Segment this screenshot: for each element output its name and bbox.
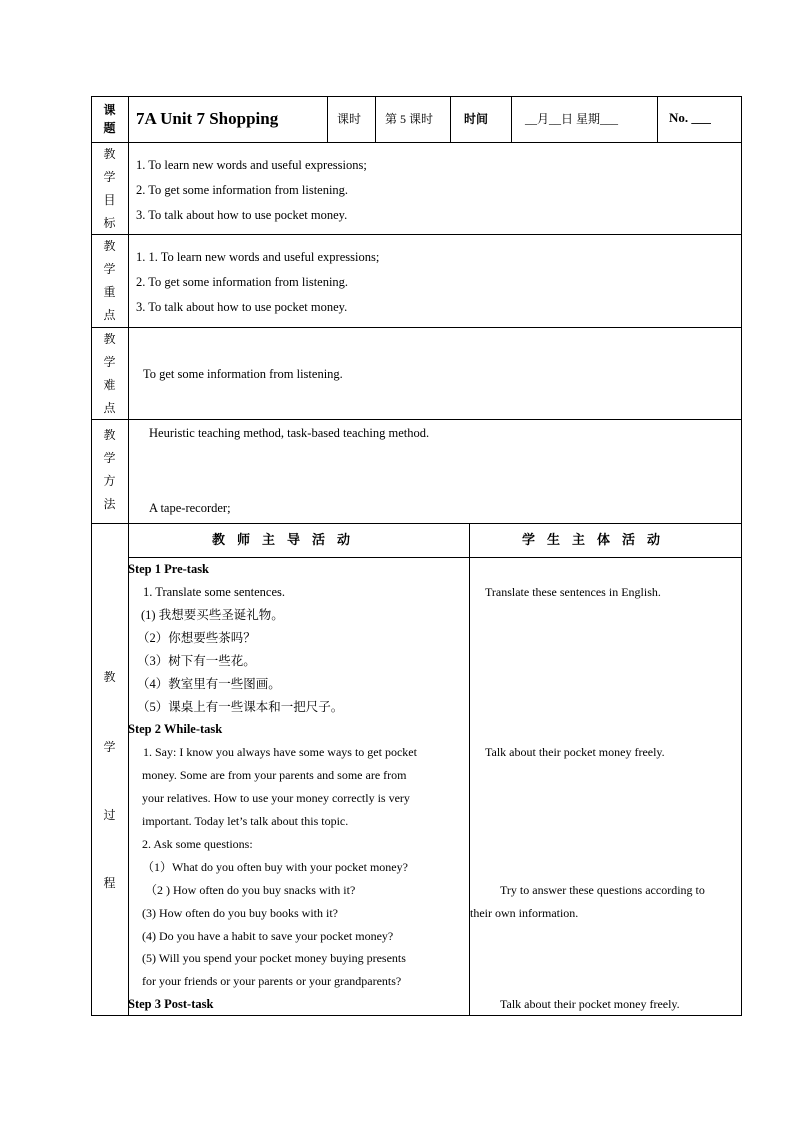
- key-point-line-3: 3. To talk about how to use pocket money.: [136, 300, 348, 314]
- student-line: Talk about their pocket money freely.: [485, 745, 665, 759]
- student-line: Try to answer these questions according to: [500, 883, 705, 897]
- header-divider: [327, 96, 328, 143]
- step-heading: Step 1 Pre-task: [128, 562, 210, 576]
- label-char: 教: [103, 239, 116, 253]
- teacher-line: 2. Ask some questions:: [142, 837, 253, 851]
- objectives-label: [91, 146, 128, 238]
- teacher-line: (4) Do you have a habit to save your pocket money?: [142, 929, 394, 943]
- label-char: 教: [103, 428, 116, 442]
- process-label-char-1: 教: [103, 670, 116, 684]
- methods-label: [91, 427, 128, 519]
- teacher-line: （5）课桌上有一些课本和一把尺子。: [137, 700, 344, 714]
- label-char: 学: [103, 170, 116, 184]
- label-char: 教: [103, 147, 116, 161]
- student-line: Talk about their pocket money freely.: [500, 997, 680, 1011]
- label-char: 目: [103, 193, 116, 207]
- teacher-line: (5) Will you spend your pocket money buying presents: [142, 951, 406, 965]
- process-label-char-3: 过: [103, 808, 116, 822]
- table-border-bottom: [91, 1015, 742, 1016]
- table-border-right: [741, 96, 742, 1016]
- teacher-line: important. Today let’s talk about this topic.: [142, 814, 349, 828]
- teacher-line: （1）What do you often buy with your pocket money?: [142, 860, 408, 874]
- label-char: 学: [103, 355, 116, 369]
- row-divider: [91, 234, 742, 235]
- objective-line-1: 1. To learn new words and useful expressions;: [136, 158, 367, 172]
- objective-line-3: 3. To talk about how to use pocket money.: [136, 208, 348, 222]
- label-char: 教: [103, 332, 116, 346]
- difficulties-label: [91, 331, 128, 423]
- label-column-divider: [128, 96, 129, 1016]
- label-char: 方: [103, 474, 116, 488]
- process-label-char-2: 学: [103, 740, 116, 754]
- date-field: __月__日 星期___: [525, 112, 619, 126]
- process-label-char-4: 程: [103, 876, 116, 890]
- label-char: 点: [103, 401, 116, 415]
- label-char: 学: [103, 451, 116, 465]
- teacher-line: money. Some are from your parents and some are from: [142, 768, 407, 782]
- objective-line-2: 2. To get some information from listening.: [136, 183, 349, 197]
- teacher-line: (1) 我想要买些圣诞礼物。: [141, 608, 284, 622]
- teacher-line: 1. Translate some sentences.: [143, 585, 285, 599]
- label-char: 标: [103, 216, 116, 230]
- method-line-1: Heuristic teaching method, task-based teaching method.: [149, 426, 430, 440]
- lesson-title: 7A Unit 7 Shopping: [136, 109, 279, 128]
- label-char: 点: [103, 308, 116, 322]
- process-header-divider: [128, 557, 742, 558]
- label-char: 难: [103, 378, 116, 392]
- header-divider: [450, 96, 451, 143]
- teacher-line: （3）树下有一些花。: [137, 654, 256, 668]
- student-line: Translate these sentences in English.: [485, 585, 661, 599]
- keti-label-text: 课题: [103, 103, 116, 135]
- student-activity-header: 学生主体活动: [522, 532, 673, 547]
- header-divider: [657, 96, 658, 143]
- teacher-line: for your friends or your parents or your grandparents?: [142, 974, 402, 988]
- row-divider: [91, 327, 742, 328]
- method-line-2: A tape-recorder;: [149, 501, 231, 515]
- row-divider: [91, 142, 742, 143]
- key-points-label: [91, 238, 128, 330]
- label-char: 法: [103, 497, 116, 511]
- row-divider: [91, 419, 742, 420]
- step-heading: Step 3 Post-task: [128, 997, 214, 1011]
- table-border-top: [91, 96, 742, 97]
- key-point-line-2: 2. To get some information from listening.: [136, 275, 349, 289]
- row-divider: [91, 523, 742, 524]
- teacher-line: (3) How often do you buy books with it?: [142, 906, 338, 920]
- student-line: their own information.: [470, 906, 579, 920]
- key-point-line-1: 1. 1. To learn new words and useful expressions;: [136, 250, 380, 264]
- keshi-value: 第 5 课时: [385, 112, 434, 126]
- header-divider: [375, 96, 376, 143]
- teacher-activity-header: 教师主导活动: [212, 532, 363, 547]
- shijian-label: 时间: [464, 112, 489, 126]
- keti-label: [91, 101, 128, 137]
- label-char: 重: [103, 285, 116, 299]
- process-column-divider: [469, 523, 470, 1016]
- keshi-label: 课时: [337, 112, 362, 126]
- number-field: No. ___: [669, 110, 711, 125]
- teacher-line: 1. Say: I know you always have some ways to get pocket: [143, 745, 417, 759]
- difficulty-line-1: To get some information from listening.: [143, 367, 343, 381]
- label-char: 学: [103, 262, 116, 276]
- header-divider: [511, 96, 512, 143]
- teacher-line: （4）教室里有一些图画。: [137, 677, 281, 691]
- teacher-line: （2 ) How often do you buy snacks with it?: [145, 883, 356, 897]
- teacher-line: （2）你想要些茶吗？: [137, 631, 256, 645]
- step-heading: Step 2 While-task: [128, 722, 223, 736]
- teacher-line: your relatives. How to use your money correctly is very: [142, 791, 410, 805]
